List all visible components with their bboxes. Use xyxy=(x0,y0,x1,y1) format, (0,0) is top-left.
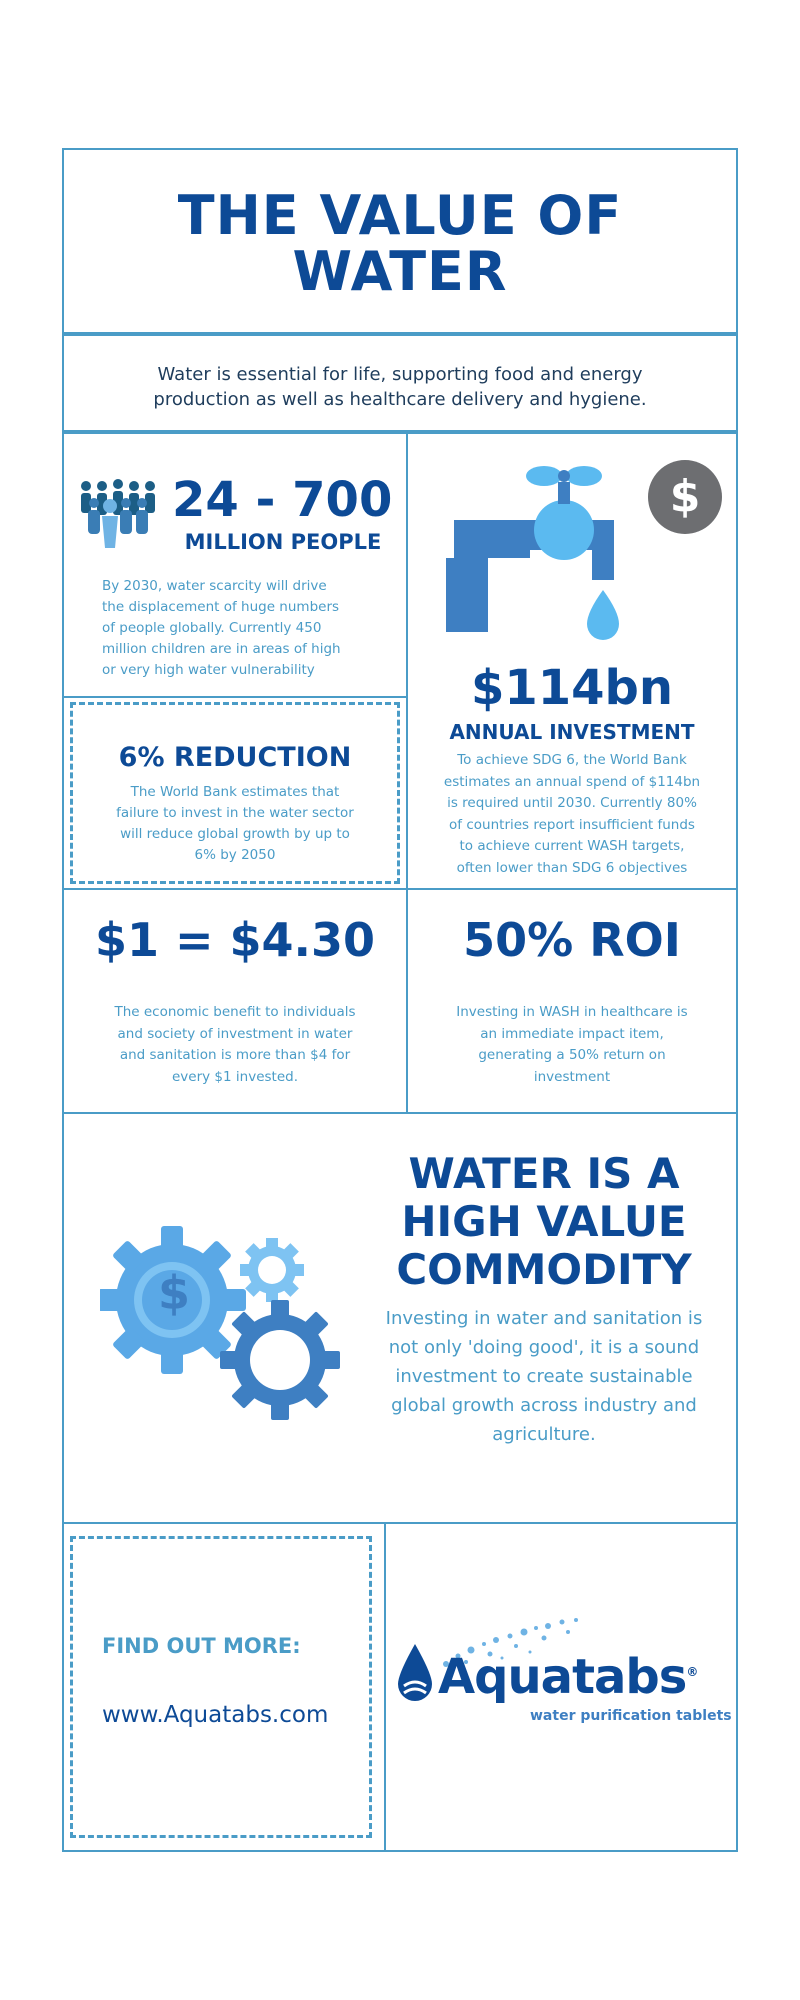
commodity-panel xyxy=(62,1112,738,1524)
people-group-icon xyxy=(78,478,168,556)
logo-panel xyxy=(384,1522,738,1852)
people-description: By 2030, water scarcity will drive the displacement of huge numbers of people globally. Currently 450 million children are in areas of high or very high water vulnerability xyxy=(102,578,341,678)
water-drop-logo-icon xyxy=(394,1642,436,1704)
page-title xyxy=(64,184,736,303)
benefit-description: The economic benefit to individuals and society of investment in water and sanitation is more than $4 for every $1 invested. xyxy=(114,1004,356,1085)
commodity-heading: WATER IS A HIGH VALUE COMMODITY xyxy=(396,1149,692,1294)
investment-label: ANNUAL INVESTMENT xyxy=(449,720,695,744)
benefit-figure: $1 = $4.30 xyxy=(94,913,376,967)
intro-panel xyxy=(62,334,738,432)
logo-tagline: water purification tablets xyxy=(530,1708,732,1724)
website-link[interactable]: www.Aquatabs.com xyxy=(102,1702,329,1728)
reduction-description: The World Bank estimates that failure to invest in the water sector will reduce global growth by up to 6% by 2050 xyxy=(116,784,354,863)
intro-text: Water is essential for life, supporting food and energy production as well as healthcare delivery and hygiene. xyxy=(153,364,647,410)
reduction-panel xyxy=(62,696,408,890)
investment-panel xyxy=(406,432,738,890)
investment-description: To achieve SDG 6, the World Bank estimates an annual spend of $114bn is required until 2030. Currently 80% of countries report insufficient funds to achieve current WASH targets, often lower than SDG 6 objectives xyxy=(443,752,701,876)
faucet-icon xyxy=(446,460,646,650)
people-panel xyxy=(62,432,408,698)
gears-icon xyxy=(100,1210,350,1440)
title-line-1: THE VALUE OF xyxy=(177,184,623,247)
gear-dollar-symbol: $ xyxy=(157,1266,190,1320)
cta-label: FIND OUT MORE: xyxy=(102,1634,301,1658)
people-figure: 24 - 700 xyxy=(172,472,393,528)
title-panel xyxy=(62,148,738,334)
roi-panel xyxy=(406,888,738,1114)
commodity-description: Investing in water and sanitation is not only 'doing good', it is a sound investment to create sustainable global growth across industry and agriculture. xyxy=(385,1308,703,1445)
reduction-heading: 6% REDUCTION xyxy=(118,742,352,773)
logo-wordmark: Aquatabs® xyxy=(438,1649,698,1705)
people-unit: MILLION PEOPLE xyxy=(184,530,382,554)
roi-description: Investing in WASH in healthcare is an immediate impact item, generating a 50% return on investment xyxy=(456,1004,688,1085)
cta-dashed-frame xyxy=(70,1536,372,1838)
benefit-panel xyxy=(62,888,408,1114)
cta-panel xyxy=(62,1522,386,1852)
investment-figure: $114bn xyxy=(470,660,674,716)
roi-figure: 50% ROI xyxy=(463,913,681,967)
title-line-2: WATER xyxy=(292,240,508,303)
dollar-coin-icon: $ xyxy=(648,460,722,534)
